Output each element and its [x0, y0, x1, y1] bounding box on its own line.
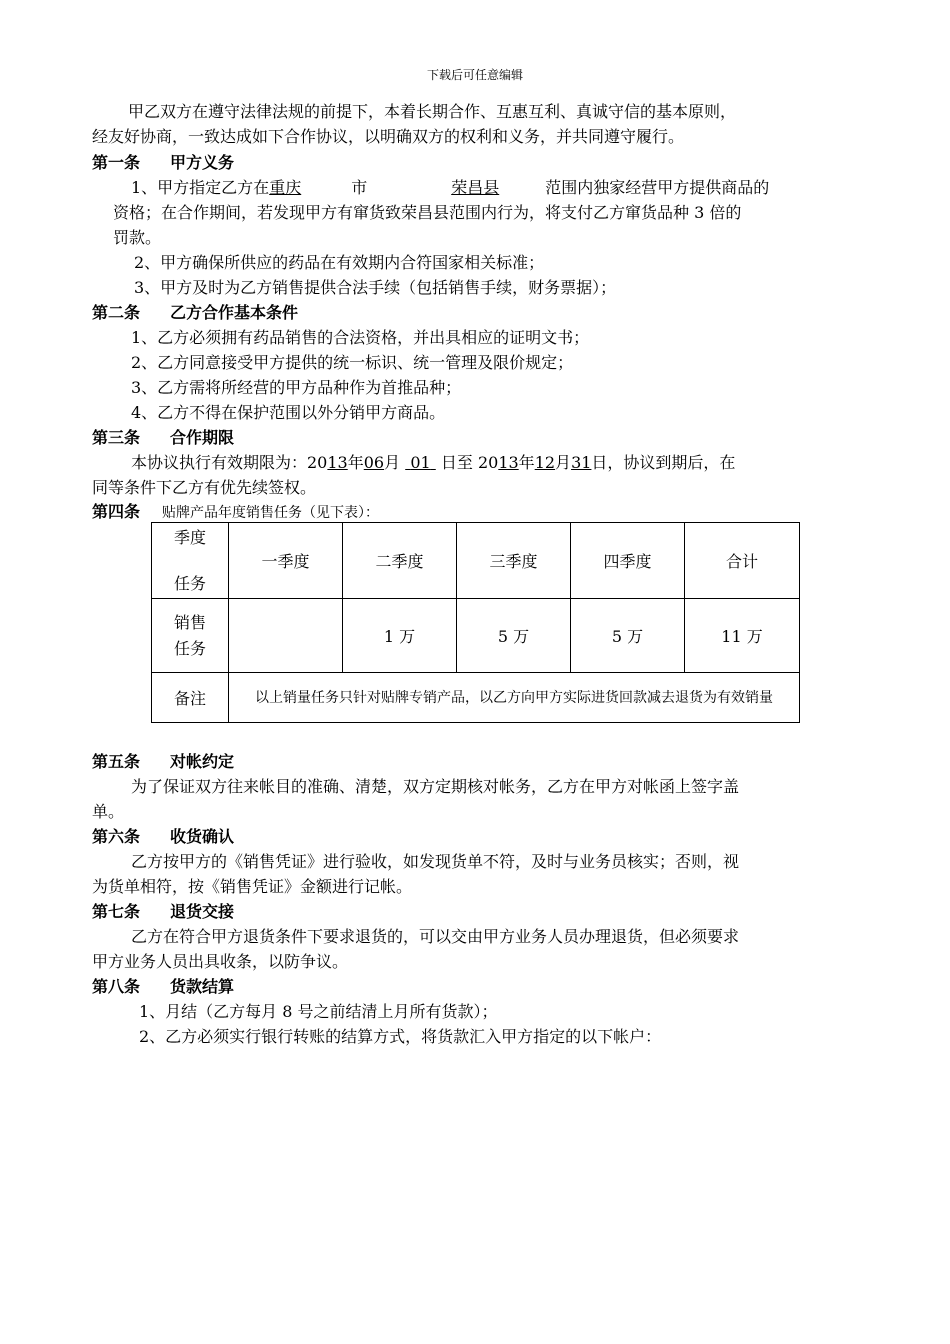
note-text: 以上销量任务只针对贴牌专销产品，以乙方向甲方实际进货回款减去退货为有效销量 — [229, 673, 800, 723]
article-number: 第五条 — [92, 752, 141, 771]
total-header: 合计 — [685, 523, 800, 599]
article-title: 退货交接 — [170, 902, 235, 921]
article-7-heading — [92, 899, 234, 924]
sales-target-table — [151, 522, 800, 723]
article-3-heading — [92, 425, 234, 450]
quarter-header: 三季度 — [457, 523, 571, 599]
start-month: 06 — [363, 453, 385, 472]
article-2-item-4: 4、乙方不得在保护范围以外分销甲方商品。 — [131, 403, 446, 422]
article-1-clause-1-line-3: 罚款。 — [113, 228, 162, 247]
article-title: 货款结算 — [170, 977, 235, 996]
article-5-line-1: 为了保证双方往来帐目的准确、清楚，双方定期核对帐务，乙方在甲方对帐函上签字盖 — [131, 777, 740, 796]
intro-line-1: 甲乙双方在遵守法律法规的前提下，本着长期合作、互惠互利、真诚守信的基本原则， — [128, 102, 737, 121]
table-cell: 11 万 — [685, 599, 800, 673]
article-title: 合作期限 — [170, 428, 235, 447]
article-number: 第四条 — [92, 502, 141, 521]
article-6-heading — [92, 824, 234, 849]
article-5-line-2: 单。 — [92, 802, 125, 821]
article-1-clause-1-line-2: 资格；在合作期间，若发现甲方有窜货致荣昌县范围内行为，将支付乙方窜货品种 3 倍的 — [113, 203, 742, 222]
page-header: 下载后可任意编辑 — [426, 68, 523, 82]
quarter-header: 四季度 — [571, 523, 685, 599]
article-1-heading — [92, 150, 234, 175]
article-2-heading — [92, 300, 298, 325]
article-number: 第三条 — [92, 428, 141, 447]
article-8-clause-2: 2、乙方必须实行银行转账的结算方式，将货款汇入甲方指定的以下帐户： — [139, 1027, 662, 1046]
county-blank: 荣昌县 — [451, 178, 500, 197]
article-8-clause-1: 1、月结（乙方每月 8 号之前结清上月所有货款）； — [139, 1002, 498, 1021]
table-cell: 5 万 — [571, 599, 685, 673]
article-number: 第七条 — [92, 902, 141, 921]
table-header-row — [152, 523, 800, 599]
table-cell — [229, 599, 343, 673]
quarter-header: 二季度 — [343, 523, 457, 599]
article-2-item-2: 2、乙方同意接受甲方提供的统一标识、统一管理及限价规定； — [131, 353, 574, 372]
article-3-term-line: 本协议执行有效期限为：2013年06月 01 日至 2013年12月31日，协议到期后，在 — [131, 453, 736, 472]
article-7-line-1: 乙方在符合甲方退货条件下要求退货的，可以交由甲方业务人员办理退货，但必须要求 — [131, 927, 740, 946]
start-year: 13 — [327, 453, 348, 472]
article-number: 第八条 — [92, 977, 141, 996]
header-top-label: 季度 — [173, 527, 206, 547]
article-2-item-1: 1、乙方必须拥有药品销售的合法资格，并出具相应的证明文书； — [131, 328, 590, 347]
end-day: 31 — [571, 453, 592, 472]
article-title: 贴牌产品年度销售任务（见下表）： — [162, 505, 380, 521]
article-number: 第二条 — [92, 303, 141, 322]
note-label: 备注 — [152, 673, 229, 723]
article-6-line-2: 为货单相符，按《销售凭证》金额进行记帐。 — [92, 877, 413, 896]
table-cell: 5 万 — [457, 599, 571, 673]
header-bottom-label: 任务 — [173, 573, 206, 593]
article-1-clause-2: 2、甲方确保所供应的药品在有效期内合符国家相关标准； — [134, 253, 545, 272]
start-day: 01 — [410, 453, 431, 472]
article-3-term-line-2: 同等条件下乙方有优先续签权。 — [92, 478, 317, 497]
article-1-clause-3: 3、甲方及时为乙方销售提供合法手续（包括销售手续，财务票据）； — [134, 278, 617, 297]
article-2-item-3: 3、乙方需将所经营的甲方品种作为首推品种； — [131, 378, 462, 397]
table-cell: 1 万 — [343, 599, 457, 673]
article-1-clause-1: 1、甲方指定乙方在重庆 市 荣昌县 范围内独家经营甲方提供商品的 — [131, 175, 769, 200]
article-title: 甲方义务 — [170, 153, 235, 172]
article-title: 对帐约定 — [170, 752, 235, 771]
city-blank: 重庆 — [269, 178, 302, 197]
table-row — [152, 599, 800, 673]
article-7-line-2: 甲方业务人员出具收条，以防争议。 — [92, 952, 349, 971]
table-note-row — [152, 673, 800, 723]
end-month: 12 — [534, 453, 556, 472]
intro-line-2: 经友好协商，一致达成如下合作协议，以明确双方的权利和义务，并共同遵守履行。 — [92, 127, 685, 146]
quarter-header: 一季度 — [229, 523, 343, 599]
article-number: 第六条 — [92, 827, 141, 846]
article-8-heading — [92, 974, 234, 999]
article-6-line-1: 乙方按甲方的《销售凭证》进行验收，如发现货单不符，及时与业务员核实；否则，视 — [131, 852, 740, 871]
article-number: 第一条 — [92, 153, 141, 172]
article-title: 乙方合作基本条件 — [170, 303, 299, 322]
article-title: 收货确认 — [170, 827, 235, 846]
end-year: 13 — [498, 453, 519, 472]
article-5-heading — [92, 749, 234, 774]
row-label: 销售任务 — [152, 599, 229, 673]
quarter-task-header-cell — [152, 523, 229, 599]
